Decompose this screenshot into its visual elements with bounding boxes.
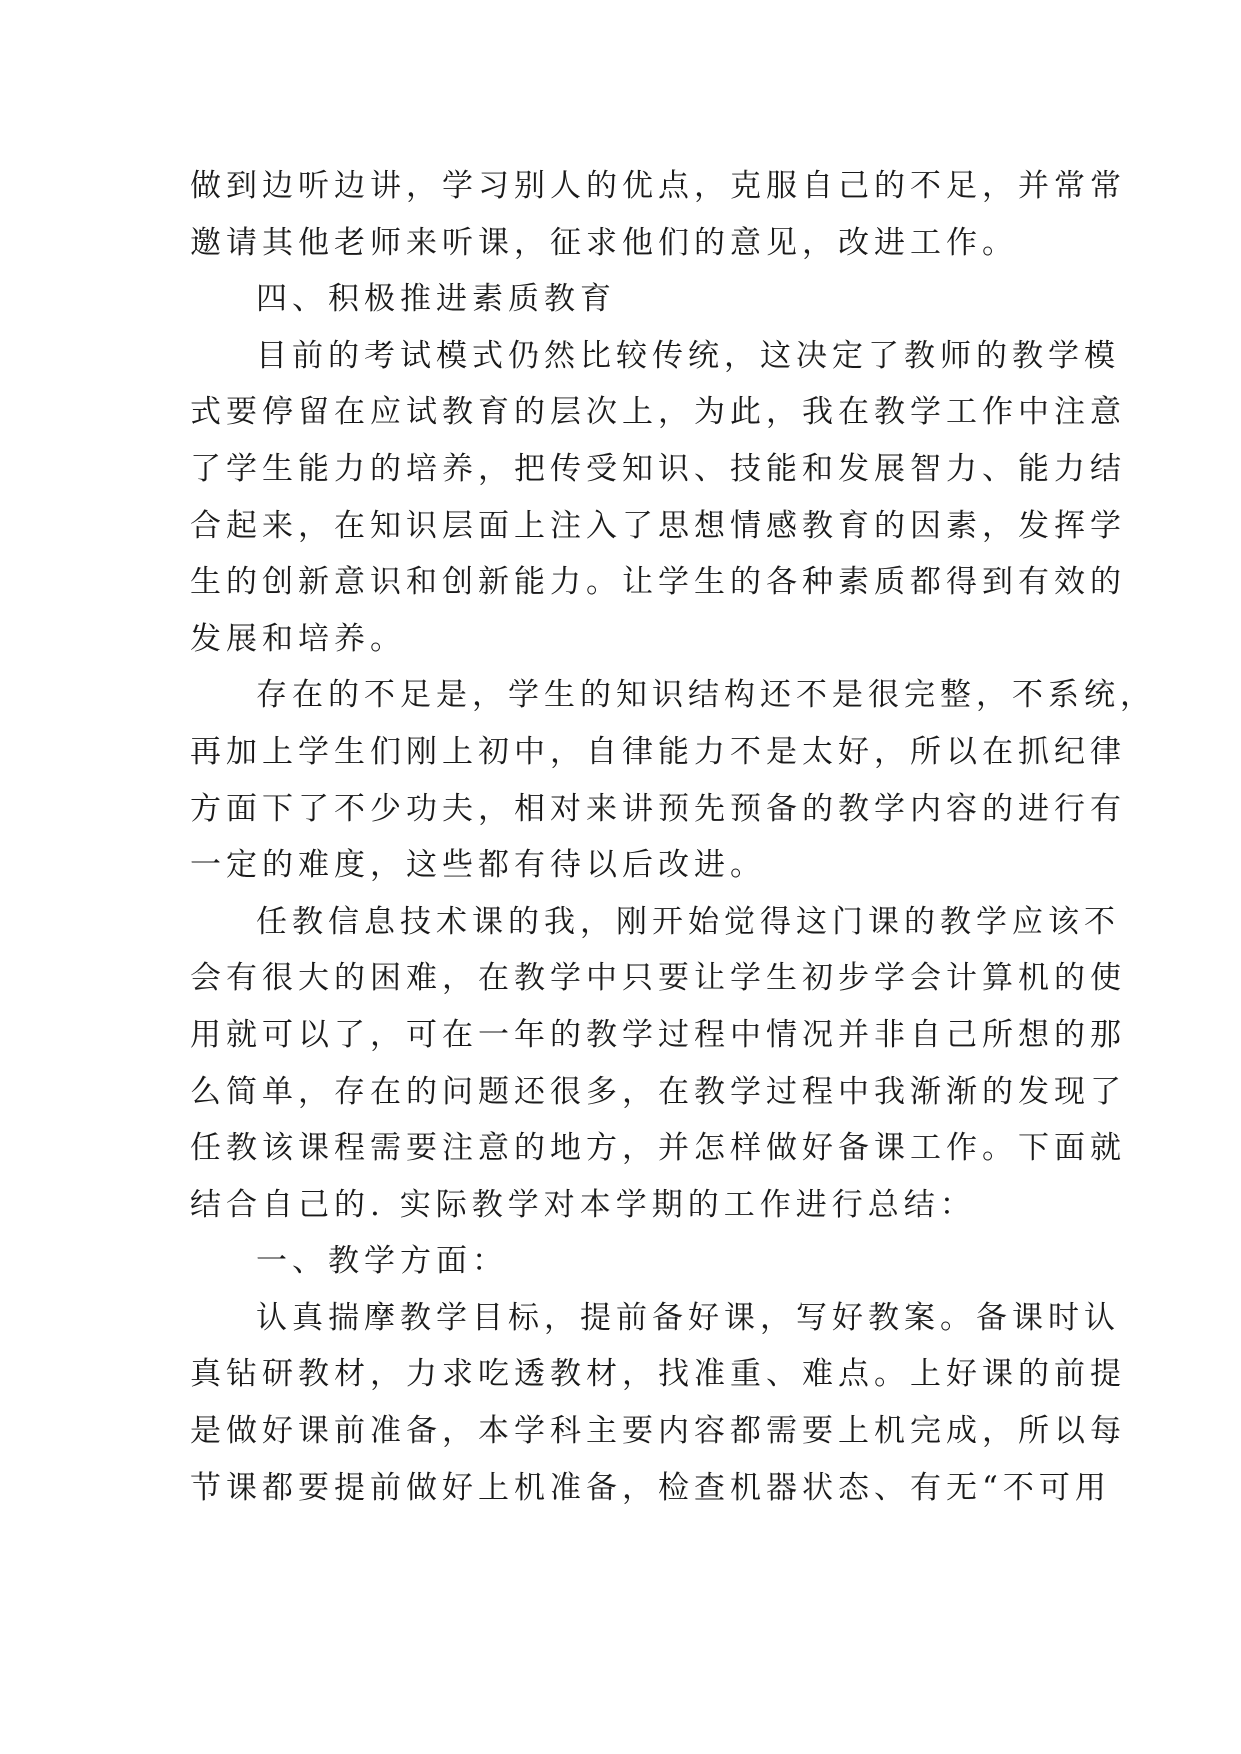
text-line: 节课都要提前做好上机准备，检查机器状态、有无“不可用 (190, 1469, 1111, 1506)
text-line: 认真揣摩教学目标，提前备好课，写好教案。备课时认 (256, 1299, 1120, 1336)
text-line: 合起来，在知识层面上注入了思想情感教育的因素，发挥学 (190, 507, 1126, 544)
text-line: 是做好课前准备，本学科主要内容都需要上机完成，所以每 (190, 1413, 1126, 1450)
text-line: 发展和培养。 (190, 620, 406, 657)
text-line: 目前的考试模式仍然比较传统，这决定了教师的教学模 (256, 337, 1120, 374)
text-line: 任教信息技术课的我，刚开始觉得这门课的教学应该不 (256, 903, 1120, 940)
document-body (190, 158, 1156, 1516)
text-line: 一定的难度，这些都有待以后改进。 (190, 847, 766, 884)
text-line: 任教该课程需要注意的地方，并怎样做好备课工作。下面就 (190, 1130, 1126, 1167)
text-line: 结合自己的. 实际教学对本学期的工作进行总结： (190, 1186, 976, 1223)
text-line: 邀请其他老师来听课，征求他们的意见，改进工作。 (190, 224, 1018, 261)
text-line: 么简单，存在的问题还很多，在教学过程中我渐渐的发现了 (190, 1073, 1126, 1110)
text-line: 真钻研教材，力求吃透教材，找准重、难点。上好课的前提 (190, 1356, 1126, 1393)
text-line: 会有很大的困难，在教学中只要让学生初步学会计算机的使 (190, 960, 1126, 997)
text-line: 了学生能力的培养，把传受知识、技能和发展智力、能力结 (190, 450, 1126, 487)
text-line: 四、积极推进素质教育 (256, 281, 616, 318)
text-line: 式要停留在应试教育的层次上，为此，我在教学工作中注意 (190, 394, 1126, 431)
text-line: 生的创新意识和创新能力。让学生的各种素质都得到有效的 (190, 564, 1126, 601)
text-line: 方面下了不少功夫，相对来讲预先预备的教学内容的进行有 (190, 790, 1126, 827)
text-line: 一、教学方面： (256, 1243, 508, 1280)
text-line: 做到边听边讲，学习别人的优点，克服自己的不足，并常常 (190, 168, 1126, 204)
text-line: 再加上学生们刚上初中，自律能力不是太好，所以在抓纪律 (190, 733, 1126, 770)
text-line: 用就可以了，可在一年的教学过程中情况并非自己所想的那 (190, 1016, 1126, 1053)
text-line: 存在的不足是，学生的知识结构还不是很完整，不系统， (256, 677, 1156, 714)
